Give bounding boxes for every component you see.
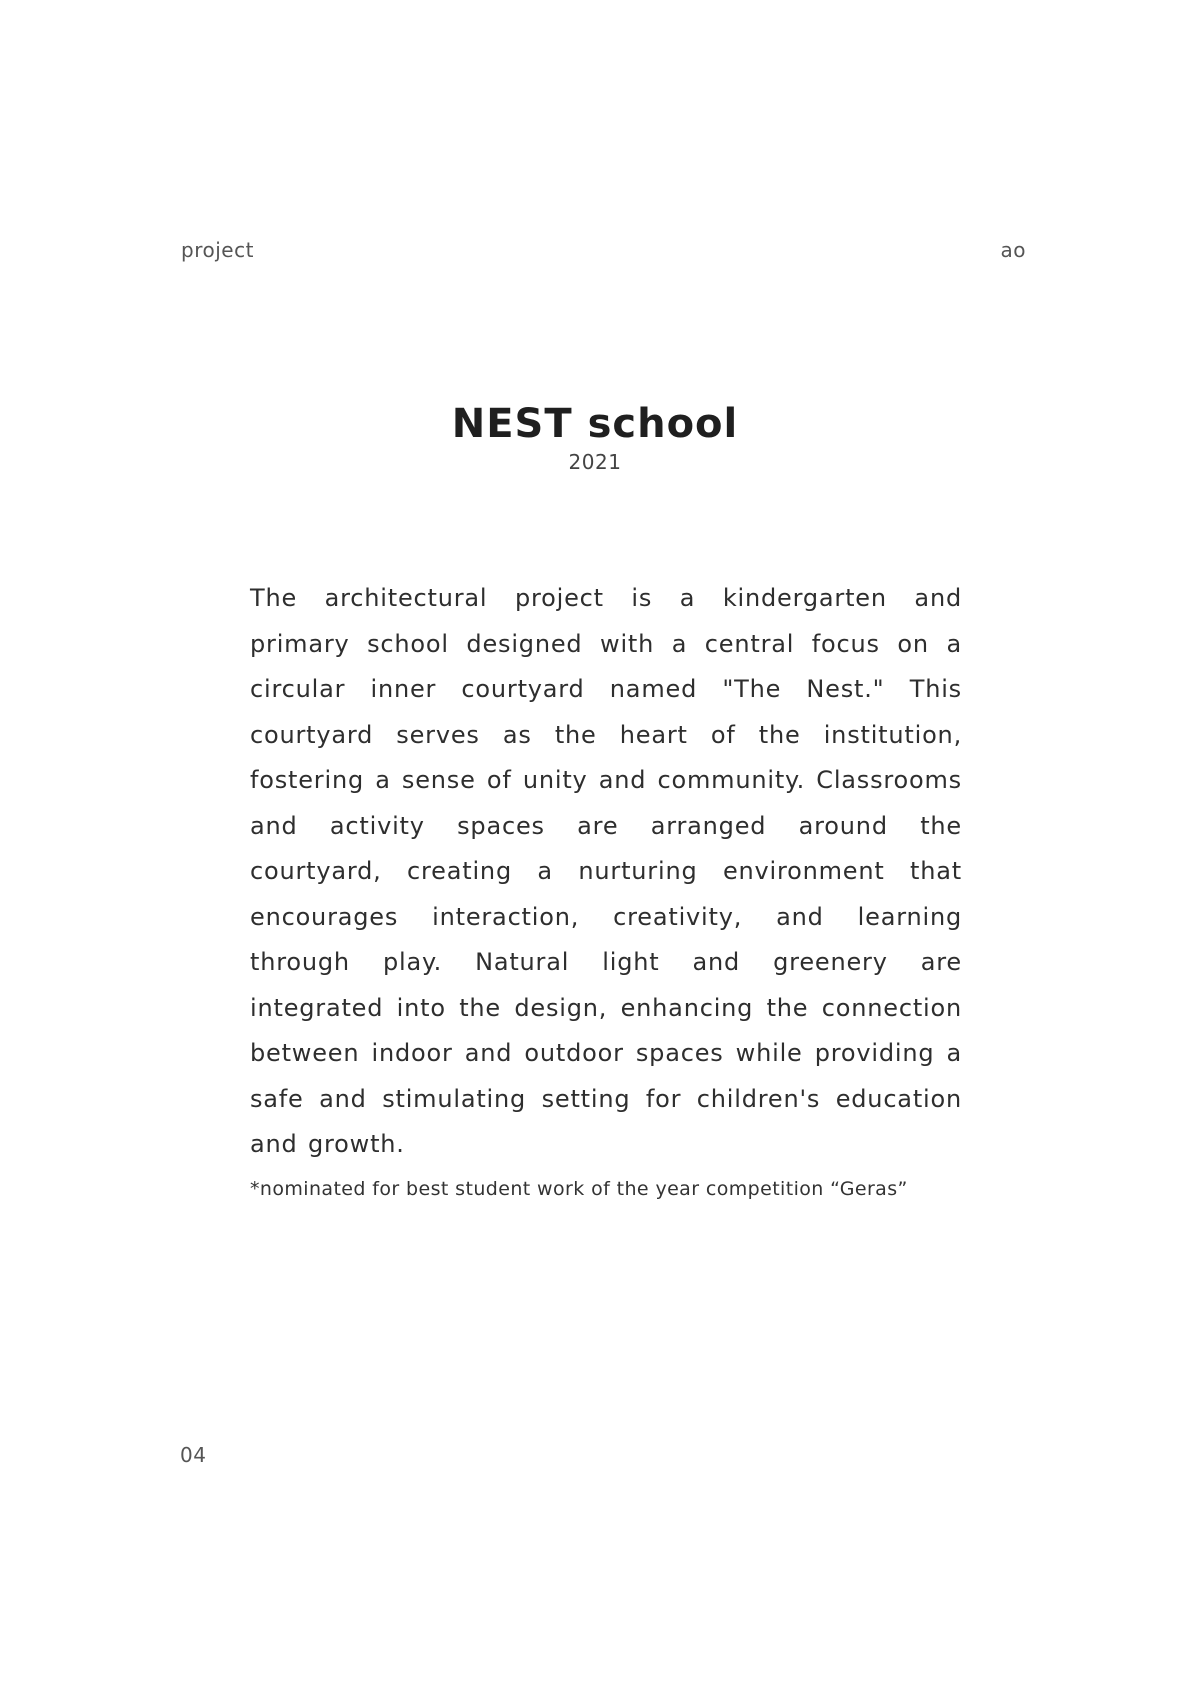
section-label: project [181,238,254,262]
award-footnote: *nominated for best student work of the year competition “Geras” [250,1178,908,1200]
title-block [0,400,1190,474]
page-number: 04 [180,1443,207,1467]
author-initials: ao [1000,238,1026,262]
project-year: 2021 [568,450,622,474]
page-title: NEST school [451,401,739,447]
project-description [250,576,962,1168]
description-paragraph: The architectural project is a kindergarten and primary school designed with a central focus on a circular inner courtyard named "The Nest." This courtyard serves as the heart of the institution, fostering a sense of unity and community. Classrooms and activity spaces are arranged around the courtyard, creating a nurturing environment that encourages interaction, creativity, and learning through play. Natural light and greenery are integrated into the design, enhancing the connection between indoor and outdoor spaces while providing a safe and stimulating setting for children's education and growth. [250,584,962,1158]
